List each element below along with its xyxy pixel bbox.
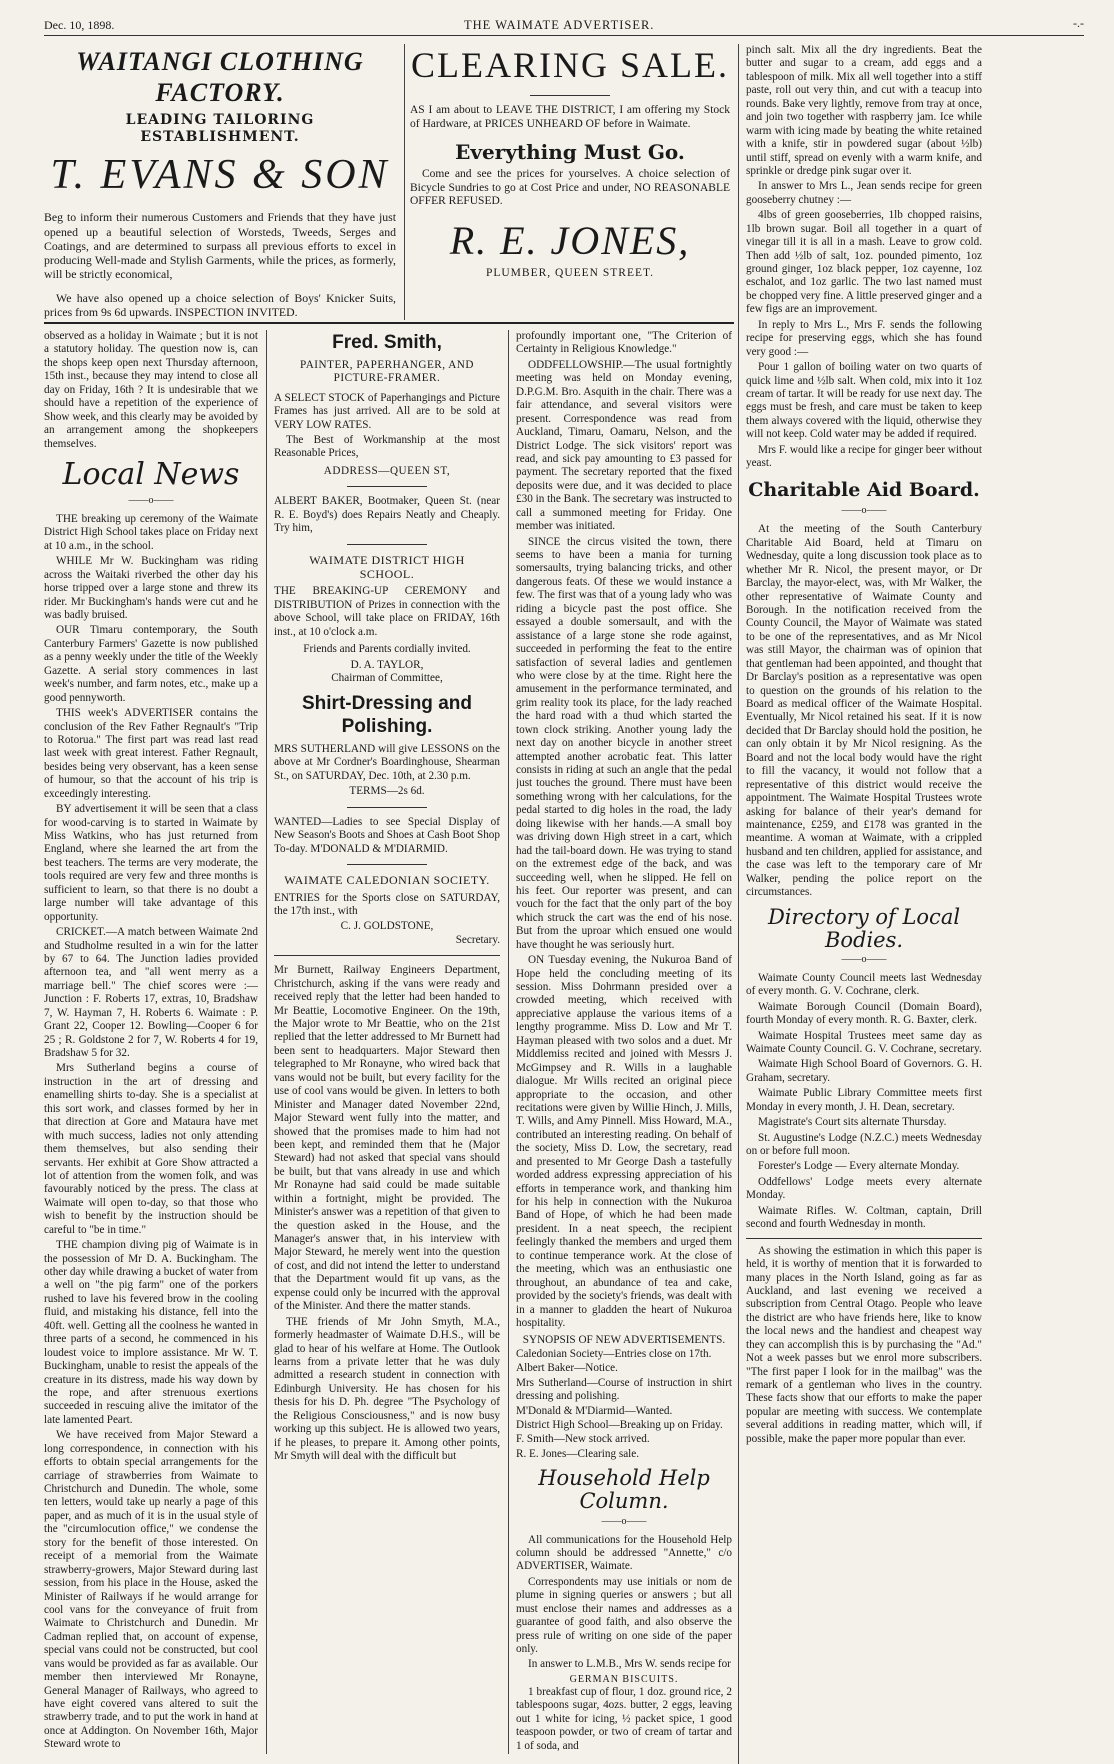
column-rule [508, 330, 509, 1754]
charitable-heading: Charitable Aid Board. [748, 478, 980, 501]
section-dash: ——o—— [841, 953, 887, 965]
smyth-story: THE friends of Mr John Smyth, M.A., formerly headmaster of Waimate D.H.S., will be glad to hear of his welfare at Home. The Outlook learns from a private letter that he was duly admitted a research student in connection with Edinburgh University. He has chosen for his thesis for his D. Ph. degree "The Psychology of the Religious Consciousness," and is now busy working up this subject. He is allowed two years, if he pleases, to prepare it. Among other points, Mr Smyth will deal with the difficult but [274, 1315, 500, 1462]
ad-school-body: THE BREAKING-UP CEREMONY and DISTRIBUTION of Prizes in connection with the above School, will take place on FRIDAY, 16th inst., at 10 o'clock a.m. [274, 585, 500, 638]
ad-clearing-title: CLEARING SALE. [411, 45, 729, 85]
ad-caledonian-sig-name: C. J. GOLDSTONE, [340, 920, 434, 933]
directory-item: Waimate County Council meets last Wednesday of every month. G. V. Cochrane, clerk. [746, 971, 982, 998]
synopsis-title: SYNOPSIS OF NEW ADVERTISEMENTS. [522, 1334, 726, 1347]
news-item: THIS week's ADVERTISER contains the conclusion of the Rev Father Regnault's "Trip to Rotorua." The first part was read last read last week with great interest. Father Regnault, besides being very observant, has a keen sense of humour, so that the account of his trip is exceedingly interesting. [44, 707, 258, 800]
ad-smith-trade: PAINTER, PAPERHANGER, AND [300, 358, 474, 371]
ad-clearing-body: AS I am about to LEAVE THE DISTRICT, I am offering my Stock of Hardware, at PRICES UNHEARD OF before in Waimate. [410, 104, 730, 130]
ad-smith-name: Fred. Smith, [332, 332, 442, 353]
ad-school-title: WAIMATE DISTRICT HIGH [309, 552, 465, 567]
household-item: All communications for the Household Help column should be addressed "Annette," c/o ADVERTISER, Waimate. [516, 1533, 732, 1573]
column-rule [738, 44, 739, 1764]
news-item: WHILE Mr W. Buckingham was riding across the Waitaki riverbed the other day his horse tripped over a large stone and threw its rider. Mr Buckingham's hands were cut and he was badly bruised. [44, 555, 258, 621]
recipe-item: Mrs F. would like a recipe for ginger beer without yeast. [746, 443, 982, 470]
ad-school-invite: Friends and Parents cordially invited. [303, 643, 471, 656]
column-rule [404, 44, 405, 320]
newspaper-page [44, 14, 1084, 1754]
ad-school-sig-name: D. A. TAYLOR, [350, 658, 424, 671]
news-item: ON Tuesday evening, the Nukuroa Band of Hope held the concluding meeting of its session. Miss Dohrmann presided over a crowded meeting, which received with appreciative applause the various items of a lengthy programme. Miss D. Low and Mr T. Hayman pleased with two solos and a duet. Mr Middlemiss recited and joined with Messrs J. McGimpsey and R. Wills in a laughable dialogue. Mr Wills recited an original piece appropriate to the occasion, and other recitations were given by Willie Hinch, J. Mills, T. Wills, and Amy Pinnell. Miss Howard, M.A., contributed an interesting reading. On behalf of the society, Miss D. Low, the secretary, read and presented to Mr George Dash a tastefully worded address expressing appreciation of his efforts in temperance work, and thanking him for his help in connection with the Nukuroa Band of Hope, of which he had been made president. In a neat speech, the recipient feelingly thanked the members and urged them to continue temperance work. At the close of the meeting, which was an enthusiastic one throughout, an abundance of tea and cake, provided by the society's friends, was dealt with in a manner to gladden the heart of Nukuroa hospitality. [516, 954, 732, 1329]
recipe-item: In answer to Mrs L., Jean sends recipe for green gooseberry chutney :— [746, 180, 982, 206]
local-news-heading: Local News [62, 456, 240, 492]
directory-item: Waimate High School Board of Governors. G. H. Graham, secretary. [746, 1058, 982, 1084]
ad-shirt-terms: TERMS—2s 6d. [349, 785, 425, 798]
ad-clearing-headline: Everything Must Go. [455, 139, 685, 164]
synopsis-item: Caledonian Society—Entries close on 17th. [516, 1347, 712, 1360]
divider [347, 807, 427, 808]
recipe-continued: pinch salt. Mix all the dry ingredients. Beat the butter and sugar to a cream, add eggs and a tablespoon of milk. Mix all well together into a stiff paste, roll out very thin, and cut with a teacup into rounds. Bake very lightly, remove from tray at once, and join two together with raspberry jam. Ice while warm with icing made by beating the white retained with a knife, stir in powdered sugar (about ½lb) until stiff, spread on evenly with a warm knife, and sprinkle or dredge pink sugar over it. [746, 44, 982, 177]
ad-smith-body: A SELECT STOCK of Paperhangings and Picture Frames has just arrived. All are to be sold at VERY LOW RATES. [274, 391, 500, 431]
ad-clothing-subtitle: LEADING TAILORING ESTABLISHMENT. [125, 112, 315, 146]
ad-smith-trade2: PICTURE-FRAMER. [333, 372, 441, 385]
closing-notice: As showing the estimation in which this paper is held, it is worthy of mention that it is forwarded to many places in the North Island, going as far as Auckland, and last evening we received a subscription from Central Otago. People who leave the district are who have friends here, like to know the local news and the handiest and cheapest way they can accomplish this is by purchasing the "Ad." Not a week passes but we enrol more subscribers. "The first paper I look for in the mailbag" was the remark of a gentleman who lives in the country. These facts show that our efforts to make the paper popular are meeting with success. We contemplate several additions in reading matter, which will, if possible, make the paper more popular than ever. [746, 1244, 982, 1445]
recipe-title: GERMAN BISCUITS. [569, 1673, 679, 1685]
ad-shirt-body: MRS SUTHERLAND will give LESSONS on the above at Mr Cordner's Boardinghouse, Shearman St., on SATURDAY, Dec. 10th, at 2.30 p.m. [274, 743, 500, 782]
directory-item: Forester's Lodge — Every alternate Monday. [758, 1160, 960, 1173]
recipe-item: Pour 1 gallon of boiling water on two quarts of quick lime and ½lb salt. When cold, mix into it 1oz cream of tartar. It will be ready for use next day. The eggs must be fresh, and care must be taken to keep them always covered with the liquid, otherwise they will not keep. Cold water may be added if required. [746, 361, 982, 441]
divider [347, 544, 427, 545]
ad-shirt-title: Shirt-Dressing and Polishing. [302, 693, 472, 738]
ad-school-title2: SCHOOL. [359, 567, 415, 581]
news-item: Mrs Sutherland begins a course of instruction in the art of dressing and enamelling shirts to-day. She is a specialist at this sort work, and classes formed by her in that direction at Gore and Mataura have met with much success, ladies not only attending them themselves, but also sending their servants. Her exhibit at Gore Show attracted a lot of attention from the women folk, and was favourably noticed by the press. The class at Waimate will open to-day, so that those who wish to benefit by the instruction should be careful to "be in time." [44, 1062, 258, 1236]
section-dash: ——o—— [128, 494, 174, 506]
corner-mark: -.- [1073, 16, 1084, 30]
news-item: profoundly important one, "The Criterion of Certainty in Religious Knowledge." [516, 330, 732, 356]
column-3 [516, 330, 732, 1754]
divider [274, 955, 500, 956]
recipe-item: In reply to Mrs L., Mrs F. sends the following recipe for preserving eggs, which she has found very good :— [746, 318, 982, 358]
paper-title: THE WAIMATE ADVERTISER. [464, 18, 655, 32]
news-item: OUR Timaru contemporary, the South Canterbury Farmers' Gazette is now published as a penny weekly under the title of the Weekly Gazette. A serial story commences in last week's number, and farm notes, etc., make up a good pennyworth. [44, 624, 258, 704]
ad-clothing-title: WAITANGI CLOTHING FACTORY. [76, 47, 364, 108]
directory-item: Waimate Rifles. W. Coltman, captain, Drill second and fourth Wednesday in month. [746, 1204, 982, 1231]
news-item: THE breaking up ceremony of the Waimate District High School takes place on Friday next at 10 a.m., in the school. [44, 512, 258, 552]
ad-smith-body2: The Best of Workmanship at the most Reasonable Prices, [274, 433, 500, 460]
directory-item: Oddfellows' Lodge meets every alternate Monday. [746, 1175, 982, 1202]
divider [347, 486, 427, 487]
household-heading: Household Help Column. [538, 1466, 710, 1514]
directory-heading: Directory of Local Bodies. [767, 904, 961, 952]
ad-clothing-factory [44, 44, 396, 322]
ad-clearing-address: PLUMBER, QUEEN STREET. [485, 267, 655, 280]
masthead [44, 14, 1084, 36]
divider [530, 95, 610, 96]
column-4 [746, 44, 982, 1754]
ad-clothing-body: Beg to inform their numerous Customers and Friends that they have just opened up a beautiful selection of Worsteds, Tweeds, Serges and Coatings, and are determined to surpass all previous efforts to excel in producing Well-made and Stylish Garments, while the prices, as formerly, will be strictly economical, [44, 210, 396, 281]
section-dash: ——o—— [841, 505, 887, 517]
ad-clearing-body2: Come and see the prices for yourselves. A choice selection of Bicycle Sundries to go at Cost Price and under, NO REASONABLE OFFER REFUSED. [410, 167, 730, 208]
directory-item: Waimate Public Library Committee meets first Monday in every month, J. H. Dean, secretary. [746, 1087, 982, 1113]
intro-paragraph: observed as a holiday in Waimate ; but it is not a statutory holiday. The question now is, can the shops keep open next Thursday afternoon, 15th inst., because they may intend to close all day on Friday, 16th ? It is undesirable that we should have a repetition of the experience of Show week, and this clearly may be avoided by an arrangement among the shopkeepers themselves. [44, 330, 258, 450]
news-item: We have received from Major Steward a long correspondence, in connection with his efforts to obtain special arrangements for the carriage of strawberries from Waimate to Christchurch and Dunedin. The whole, some ten letters, would take up nearly a page of this paper, and as much of it is in the usual style of the "circumlocution office," we condense the story for the benefit of those interested. On receipt of a memorial from the Waimate strawberry-growers, Major Steward during last session, from his place in the House, asked the Minister of Railways if he would arrange for cool vans for the conveyance of fruit from Waimate to Christchurch and Dunedin. Mr Cadman replied that, on account of expense, special vans could not be constructed, but cool vans would be provided as far as available. Our member then interviewed Mr Ronayne, General Manager of Railways, who agreed to have eight covered vans altered to suit the strawberry trade, and to put the work in hand at once at Addington. On November 16th, Major Steward wrote to [44, 1429, 258, 1751]
synopsis-item: District High School—Breaking up on Friday. [516, 1419, 723, 1431]
news-item: BY advertisement it will be seen that a class for wood-carving is to started in Waimate by Miss Watkins, who has just returned from England, where she learned the art from the best teachers. The terms are very moderate, the tools required are very few and three months is sufficient to learn, so that there is no doubt a large number will take advantage of this opportunity. [44, 803, 258, 923]
divider [746, 1238, 982, 1239]
ad-smith-address: ADDRESS—QUEEN ST, [323, 464, 451, 477]
news-item: ODDFELLOWSHIP.—The usual fortnightly meeting was held on Monday evening, D.P.G.M. Bro. Asquith in the chair. There was a fair attendance, and several visitors were present. Correspondence was read from Auckland, Timaru, Oamaru, Nelson, and the District Lodge. The sick visitors' report was read, and sick pay amounting to £3 passed for payment. The secretary reported that the fixed deposits were due, and it was decided to place £30 in the Bank. The secretary was instructed to call a summoned meeting for Friday. One member was initiated. [516, 358, 732, 533]
household-item: Correspondents may use initials or nom de plume in signing queries or answers ; but all must enclose their names and addresses as a guarantee of good faith, and also observe the press rule of writing on one side of the paper only. [516, 1575, 732, 1655]
ad-caledonian-sig-title: Secretary. [455, 933, 500, 946]
column-2 [274, 330, 500, 1754]
ads-bottom-rule [44, 322, 734, 324]
ad-caledonian-title: WAIMATE CALEDONIAN SOCIETY. [284, 873, 490, 888]
ad-clearing-sale [410, 44, 730, 322]
synopsis-item: M'Donald & M'Diarmid—Wanted. [516, 1404, 673, 1417]
news-item: THE champion diving pig of Waimate is in the possession of Mr D. A. Buckingham. The other day while drawing a bucket of water from a well on "the pig farm" one of the porkers rushed to lave his fevered brow in the cooling fluid, and mistaking his distance, fell into the 40ft. well. Getting all the coolness he wanted in three parts of a second, he commenced in his loudest voice to implore assistance. Mr W. T. Buckingham, unable to resist the appeals of the creature in its distress, made his way down by the rope, and after strenuous exertions succeeded in rescuing alive the imitator of the late lamented Peart. [44, 1239, 258, 1426]
issue-date: Dec. 10, 1898. [44, 18, 115, 32]
directory-item: Waimate Hospital Trustees meet same day as Waimate County Council. G. V. Cochrane, secretary. [746, 1029, 982, 1055]
ad-wanted: WANTED—Ladies to see Special Display of New Season's Boots and Shoes at Cash Boot Shop To-day. M'DONALD & M'DIARMID. [274, 815, 500, 855]
column-1 [44, 330, 258, 1754]
news-item: CRICKET.—A match between Waimate 2nd and Studholme resulted in a win for the latter by 67 to 64. The Junction ladies provided afternoon tea, and "all went merry as a marriage bell." The chief scores were :— Junction : F. Roberts 17, extras, 10, Bradshaw 7, W. Hayman 7, H. Roberts 6. Waimate : P. Grant 22, Cooper 12. Bowling—Cooper 6 for 25 ; R. Goldstone 2 for 7, W. Roberts 4 for 19, Bradshaw 5 for 32. [44, 926, 258, 1059]
ad-albert-baker: ALBERT BAKER, Bootmaker, Queen St. (near R. E. Boyd's) does Repairs Neatly and Cheaply. Try him, [274, 495, 500, 535]
section-dash: ——o—— [601, 1515, 647, 1527]
household-item: In answer to L.M.B., Mrs W. sends recipe for [528, 1658, 731, 1671]
directory-item: Waimate Borough Council (Domain Board), fourth Monday of every month. R. G. Baxter, clerk. [746, 1000, 982, 1027]
divider [347, 864, 427, 865]
ad-clothing-body2: We have also opened up a choice selection of Boys' Knicker Suits, prices from 9s 6d upwards. INSPECTION INVITED. [44, 291, 396, 320]
ad-clothing-firm: T. EVANS & SON [50, 151, 390, 198]
synopsis-item: Mrs Sutherland—Course of instruction in shirt dressing and polishing. [516, 1376, 732, 1403]
ad-clearing-firm: R. E. JONES, [449, 218, 691, 264]
strawberry-story: Mr Burnett, Railway Engineers Department, Christchurch, asking if the vans were ready and received reply that the letter had been handed to Mr Beattie, Locomotive Engineer. On the 19th, the Major wrote to Mr Beattie, who on the 21st replied that the letter addressed to Mr Burnett had been sent to headquarters. Major Steward then telegraphed to Mr Ronayne, who wired back that vans would not be built, but every facility for the use of cool vans would be given. In letters to both Minister and Manager dated November 22nd, Major Steward went fully into the matter, and showed that the promises made to him had not been kept, and reminded them that he (Major Steward) had not asked that special vans should be built, but that vans already in use and which Mr Ronayne had said could be made suitable within a fortnight, might be provided. The Minister's answer was a repetition of that given to the question asked in the House, and the Manager's answer that, in his interview with Major Steward, he merely went into the question of cost, and did not intend the letter to understand that the Department would fit up vans, as the expense could only be incurred with the approval of the Minister. And there the matter stands. [274, 964, 500, 1313]
synopsis-item: F. Smith—New stock arrived. [516, 1433, 650, 1446]
synopsis-item: R. E. Jones—Clearing sale. [516, 1447, 640, 1460]
charitable-body: At the meeting of the South Canterbury Charitable Aid Board, held at Timaru on Wednesday, quite a long discussion took place as to whether Mr R. Nicol, the present mayor, or Dr Barclay, the mayor-elect, was, with Mr Walker, the other representative of Waimate County and Borough. In the notification received from the County Council, the Mayor of Waimate was stated to be one of the representatives, and as Mr Nicol was still Mayor, the chairman was of opinion that that gentleman had been appointed, and thought that Dr Barclay's position as a representative was open to question on the grounds of his relation to the Board as medical officer of the Waimate Hospital. Eventually, Mr Nicol retained his seat. If it is now decided that Dr Barclay should hold the position, he can only obtain it by Mr Nicol resigning. As the Board and not the local body would have the right to fill the vacancy, it would not follow that a representative of this district would receive the appointment. The Waimate Hospital Trustees wrote asking for balance of their year's demand for maintenance, £259, and £178 was granted in the meantime. A woman at Waimate, with a crippled husband and ten children, applied for assistance, and the case was left to the temporary care of Mr Walker, pending the police report on the circumstances. [746, 523, 982, 899]
ad-school-sig-title: Chairman of Committee, [331, 672, 443, 685]
directory-item: Magistrate's Court sits alternate Thursday. [758, 1116, 947, 1129]
directory-item: St. Augustine's Lodge (N.Z.C.) meets Wednesday on or before full moon. [746, 1131, 982, 1158]
recipe-item: 4lbs of green gooseberries, 1lb chopped raisins, 1lb brown sugar. Boil all together in a quart of vinegar till it is all in a mash. Leave to grow cold. Then add ½lb of salt, 1oz. pounded pimento, 1oz ground ginger, 1oz black pepper, 1oz cayenne, 1oz eschalot, and 1oz garlic. The two last named must be chopped very fine. A little preserved ginger and a few figs are an improvement. [746, 209, 982, 316]
recipe-body: 1 breakfast cup of flour, 1 doz. ground rice, 2 tablespoons sugar, 4ozs. butter, 2 eggs, leaving out 1 white for icing, ½ packet spice, 1 good teaspoon powder, or two of cream of tartar and 1 of soda, and [516, 1685, 732, 1752]
news-item: SINCE the circus visited the town, there seems to have been a mania for turning somersaults, trying balancing tricks, and other dangerous feats. Of these we would instance a few. The first was that of a young lady who was riding a bicycle past the post office. She essayed a double somersault, and with the assistance of a large stone she rode against, succeeded in performing the feat to the entire satisfaction of several ladies and gentlemen who were close by at the time. Right here the amusement in the performance terminated, and grim reality took its place, for the lady reached the hard road with a thud which started the town clock striking. Another young lady the next day on another bicycle in another street attempted another acrobatic feat. This latter consists in riding at such an angle that the pedal just touches the ground. There must have been something wrong with her calculations, for the pedal started to dig holes in the road, the lady doing likewise with her hands.—A small boy was driving down High street in a cart, which had the tail-board down. He was trying to stand on the extremest edge of the back, and was succeeding well, when he slipped. He fell on his feet. Our reporter was present, and can vouch for the fact that the only part of the boy which struck the cart was the end of his nose. But from the uproar which ensued one would have thought he was seriously hurt. [516, 535, 732, 951]
synopsis-item: Albert Baker—Notice. [516, 1362, 618, 1375]
ad-caledonian-body: ENTRIES for the Sports close on SATURDAY, the 17th inst., with [274, 891, 500, 917]
column-rule [266, 330, 267, 1754]
